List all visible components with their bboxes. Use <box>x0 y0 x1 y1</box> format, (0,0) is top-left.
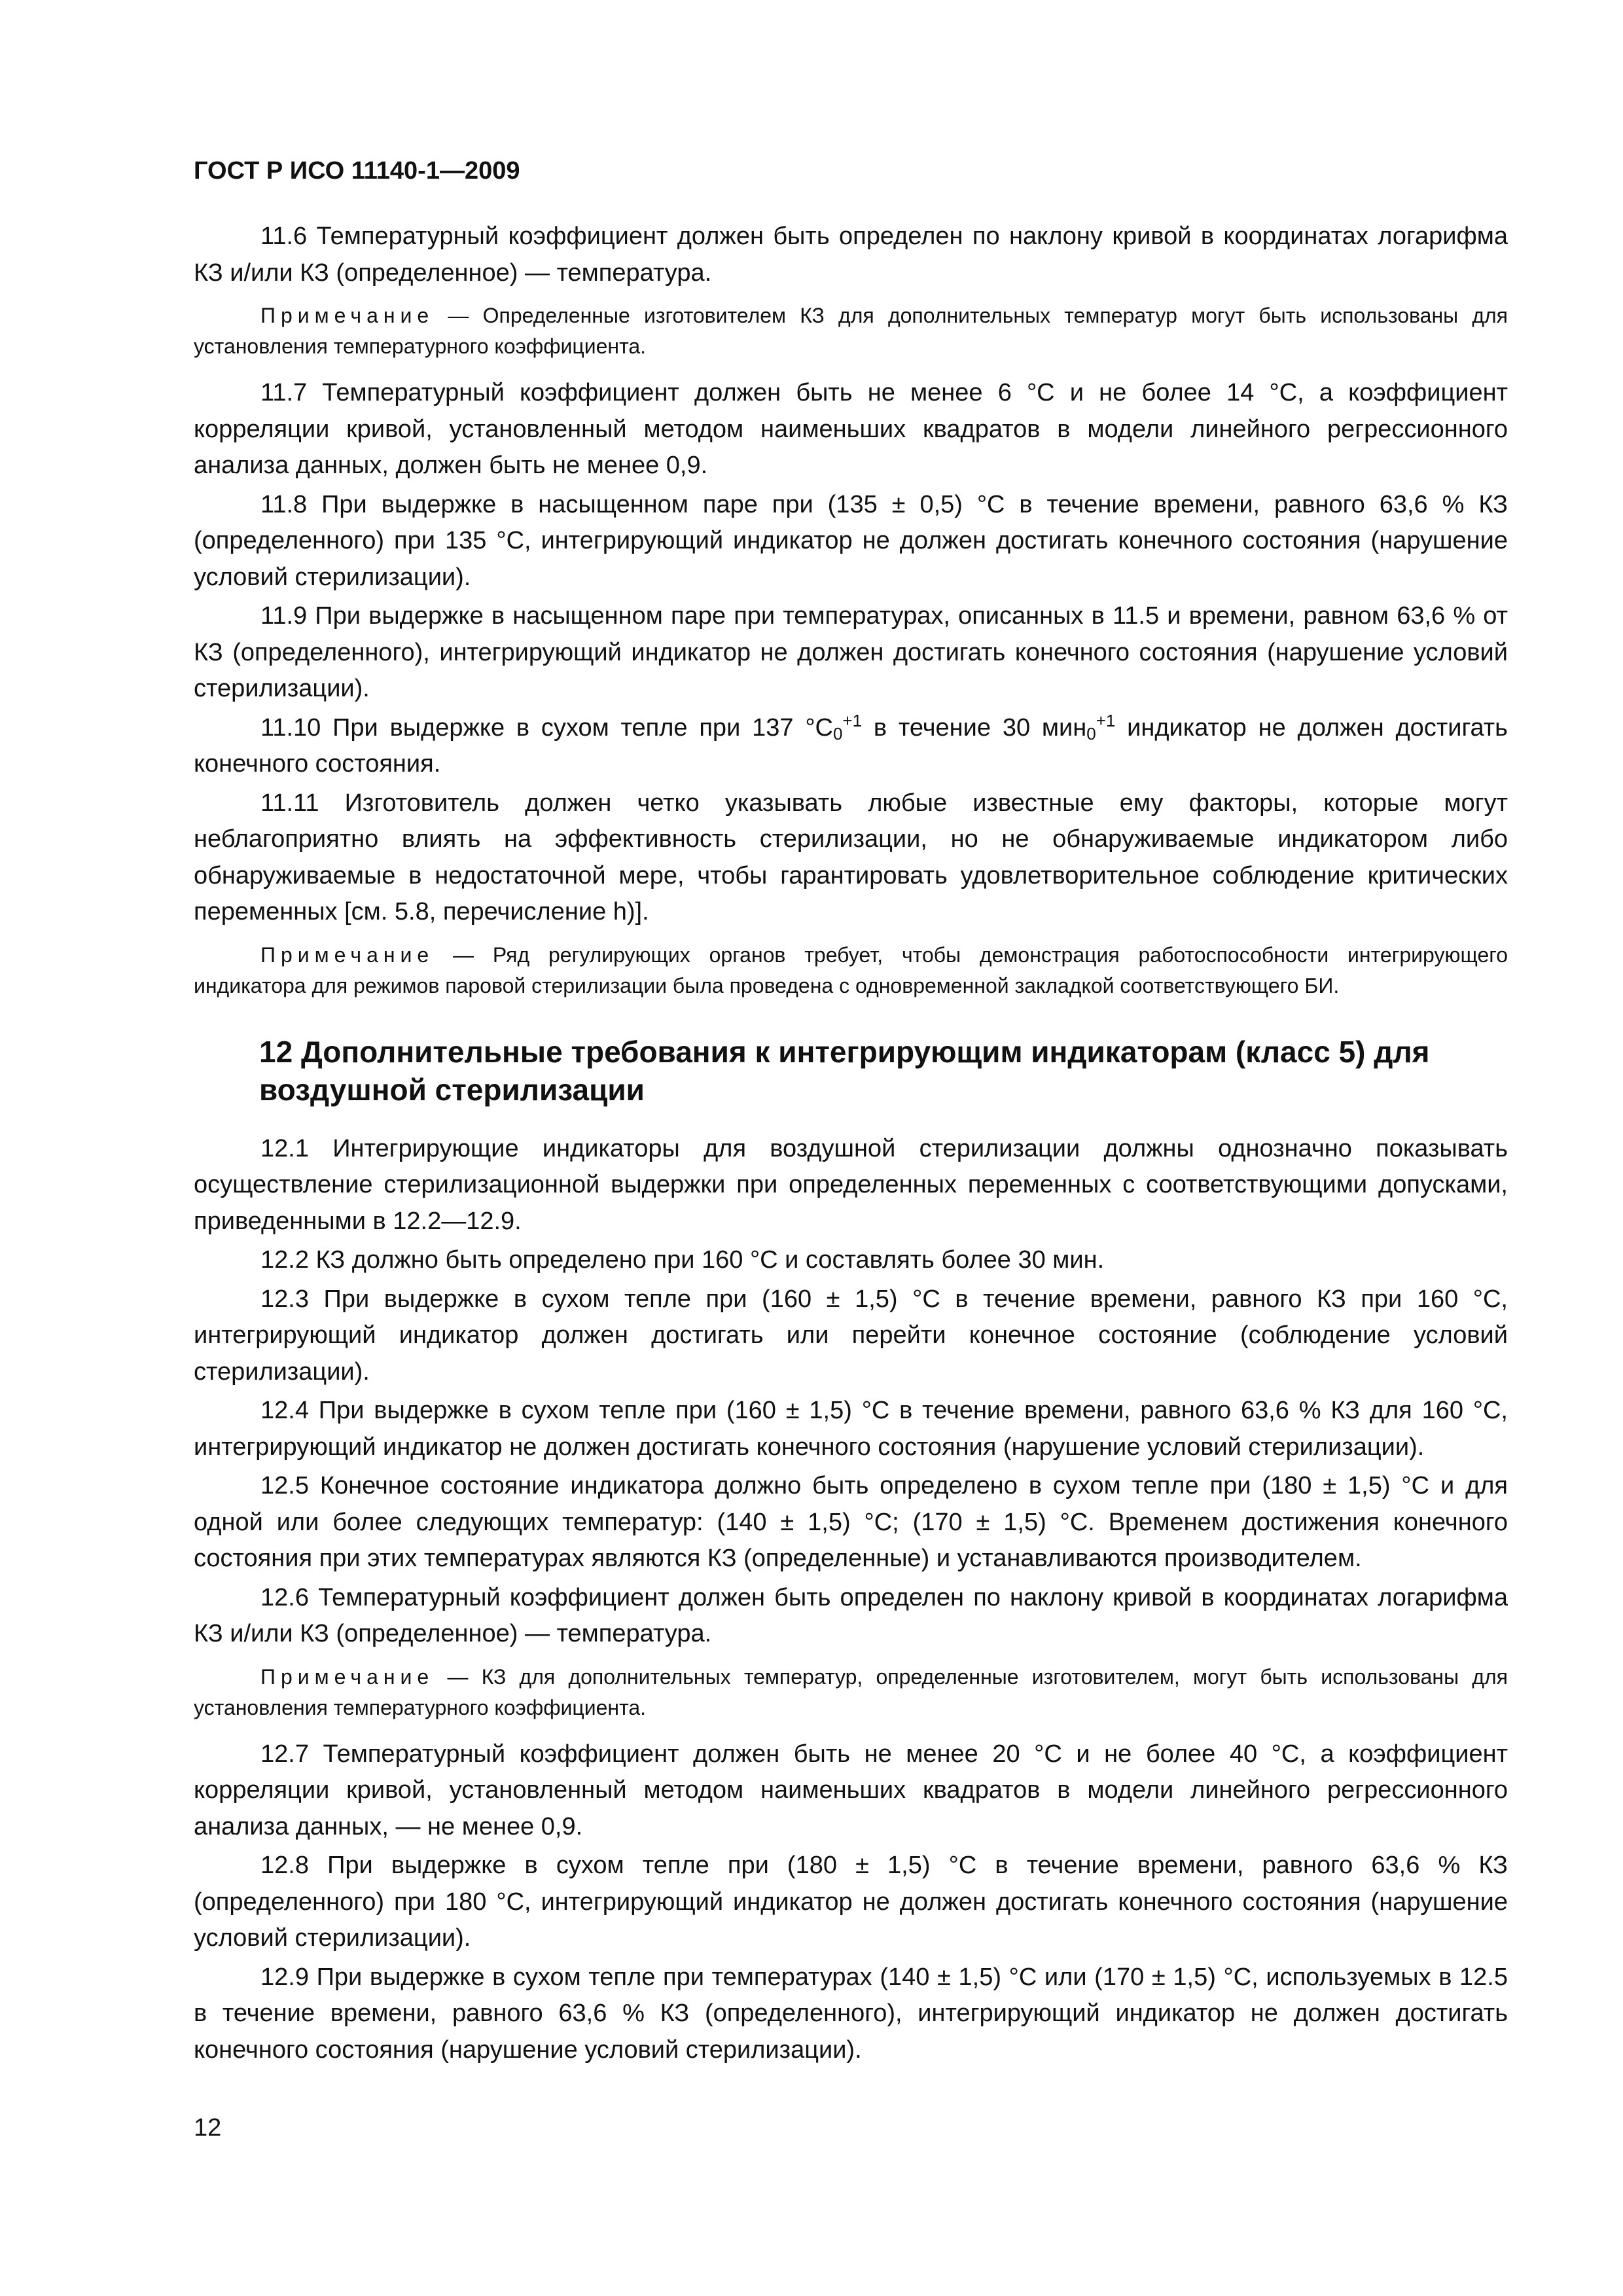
page-number: 12 <box>194 2114 222 2142</box>
document-header: ГОСТ Р ИСО 11140-1—2009 <box>194 157 520 185</box>
note-text: — КЗ для дополнительных температур, определенные изготовителем, могут быть использованы для установления температурного коэффициента. <box>194 1664 1508 1719</box>
note <box>194 940 1508 1001</box>
paragraph: 12.1 Интегрирующие индикаторы для воздушной стерилизации должны однозначно показывать осуществление стерилизационной выдержки при определенных переменных с соответствующими допусками, приведенными в 12.2—12.9. <box>194 1134 1508 1235</box>
paragraph: 12.8 При выдержке в сухом тепле при (180 ± 1,5) °С в течение времени, равного 63,6 % КЗ (определенного) при 180 °С, интегрирующий индикатор не должен достигать конечного состояния (нарушение условий стерилизации). <box>194 1852 1508 1952</box>
paragraph: 11.9 При выдержке в насыщенном паре при температурах, описанных в 11.5 и времени, равном 63,6 % от КЗ (определенного), интегрирующий индикатор не должен достигать конечного состояния (нарушение условий стерилизации). <box>194 602 1508 702</box>
note-label: Примечание <box>260 942 435 967</box>
paragraph: 12.5 Конечное состояние индикатора должно быть определено в сухом тепле при (180 ± 1,5) °С и для одной или более следующих температур: (140 ± 1,5) °С; (170 ± 1,5) °С. Временем достижения конечного состояния при этих температурах являются КЗ (определенные) и устанавливаются производителем. <box>194 1472 1508 1572</box>
note-text: — Определенные изготовителем КЗ для дополнительных температур могут быть использованы для установления температурного коэффициента. <box>194 304 1508 358</box>
paragraph: 12.4 При выдержке в сухом тепле при (160 ± 1,5) °С в течение времени, равного 63,6 % КЗ для 160 °С, интегрирующий индикатор не должен достигать конечного состояния (нарушение условий стерилизации). <box>194 1397 1508 1461</box>
paragraph: 12.9 При выдержке в сухом тепле при температурах (140 ± 1,5) °С или (170 ± 1,5) °С, используемых в 12.5 в течение времени, равного 63,6 % КЗ (определенного), интегрирующий индикатор не должен достигать конечного состояния (нарушение условий стерилизации). <box>194 1963 1508 2064</box>
paragraph: 11.7 Температурный коэффициент должен быть не менее 6 °С и не более 14 °С, а коэффициент корреляции кривой, установленный методом наименьших квадратов в модели линейного регрессионного анализа данных, должен быть не менее 0,9. <box>194 379 1508 479</box>
clause-11-block <box>194 219 1508 708</box>
paragraph-11-10: 11.10 При выдержке в сухом тепле при 137 $^\circ С_0^{+1}$ в течение 30 мин$_0^{+1}$ индикатор не должен достигать конечного состояния. <box>194 710 1508 778</box>
clause-11-block-cont <box>194 785 1508 1001</box>
paragraph: 11.8 При выдержке в насыщенном паре при (135 ± 0,5) °С в течение времени, равного 63,6 % КЗ (определенного) при 135 °С, интегрирующий индикатор не должен достигать конечного состояния (нарушение условий стерилизации). <box>194 490 1508 591</box>
note-label: Примечание <box>260 1664 435 1689</box>
paragraph: 12.2 КЗ должно быть определено при 160 °С и составлять более 30 мин. <box>260 1246 1105 1274</box>
paragraph: 12.7 Температурный коэффициент должен быть не менее 20 °С и не более 40 °С, а коэффициент корреляции кривой, установленный методом наименьших квадратов в модели линейного регрессионного анализа данных, — не менее 0,9. <box>194 1740 1508 1840</box>
paragraph: 11.6 Температурный коэффициент должен быть определен по наклону кривой в координатах логарифма КЗ и/или КЗ (определенное) — температура. <box>194 223 1508 287</box>
paragraph: 11.11 Изготовитель должен четко указывать любые известные ему факторы, которые могут неблагоприятно влиять на эффективность стерилизации, но не обнаруживаемые индикатором либо обнаруживаемые в недостаточной мере, чтобы гарантировать удовлетворительное соблюдение критических переменных [см. 5.8, перечисление h)]. <box>194 789 1508 925</box>
section-heading: 12 Дополнительные требования к интегрирующим индикаторам (класс 5) для воздушной стерилизации <box>259 1034 1430 1107</box>
paragraph: 12.6 Температурный коэффициент должен быть определен по наклону кривой в координатах логарифма КЗ и/или КЗ (определенное) — температура. <box>194 1583 1508 1647</box>
clause-12-block <box>194 1131 1508 2069</box>
paragraph: 12.3 При выдержке в сухом тепле при (160 ± 1,5) °С в течение времени, равного КЗ при 160 °С, интегрирующий индикатор должен достигать или перейти конечное состояние (соблюдение условий стерилизации). <box>194 1285 1508 1386</box>
note <box>194 300 1508 362</box>
page-body <box>194 156 1508 2071</box>
note-text: — Ряд регулирующих органов требует, чтобы демонстрация работоспособности интегрирующего индикатора для режимов паровой стерилизации была проведена с одновременной закладкой соответствующего БИ. <box>194 942 1508 997</box>
note-label: Примечание <box>260 304 435 327</box>
note <box>194 1662 1508 1723</box>
